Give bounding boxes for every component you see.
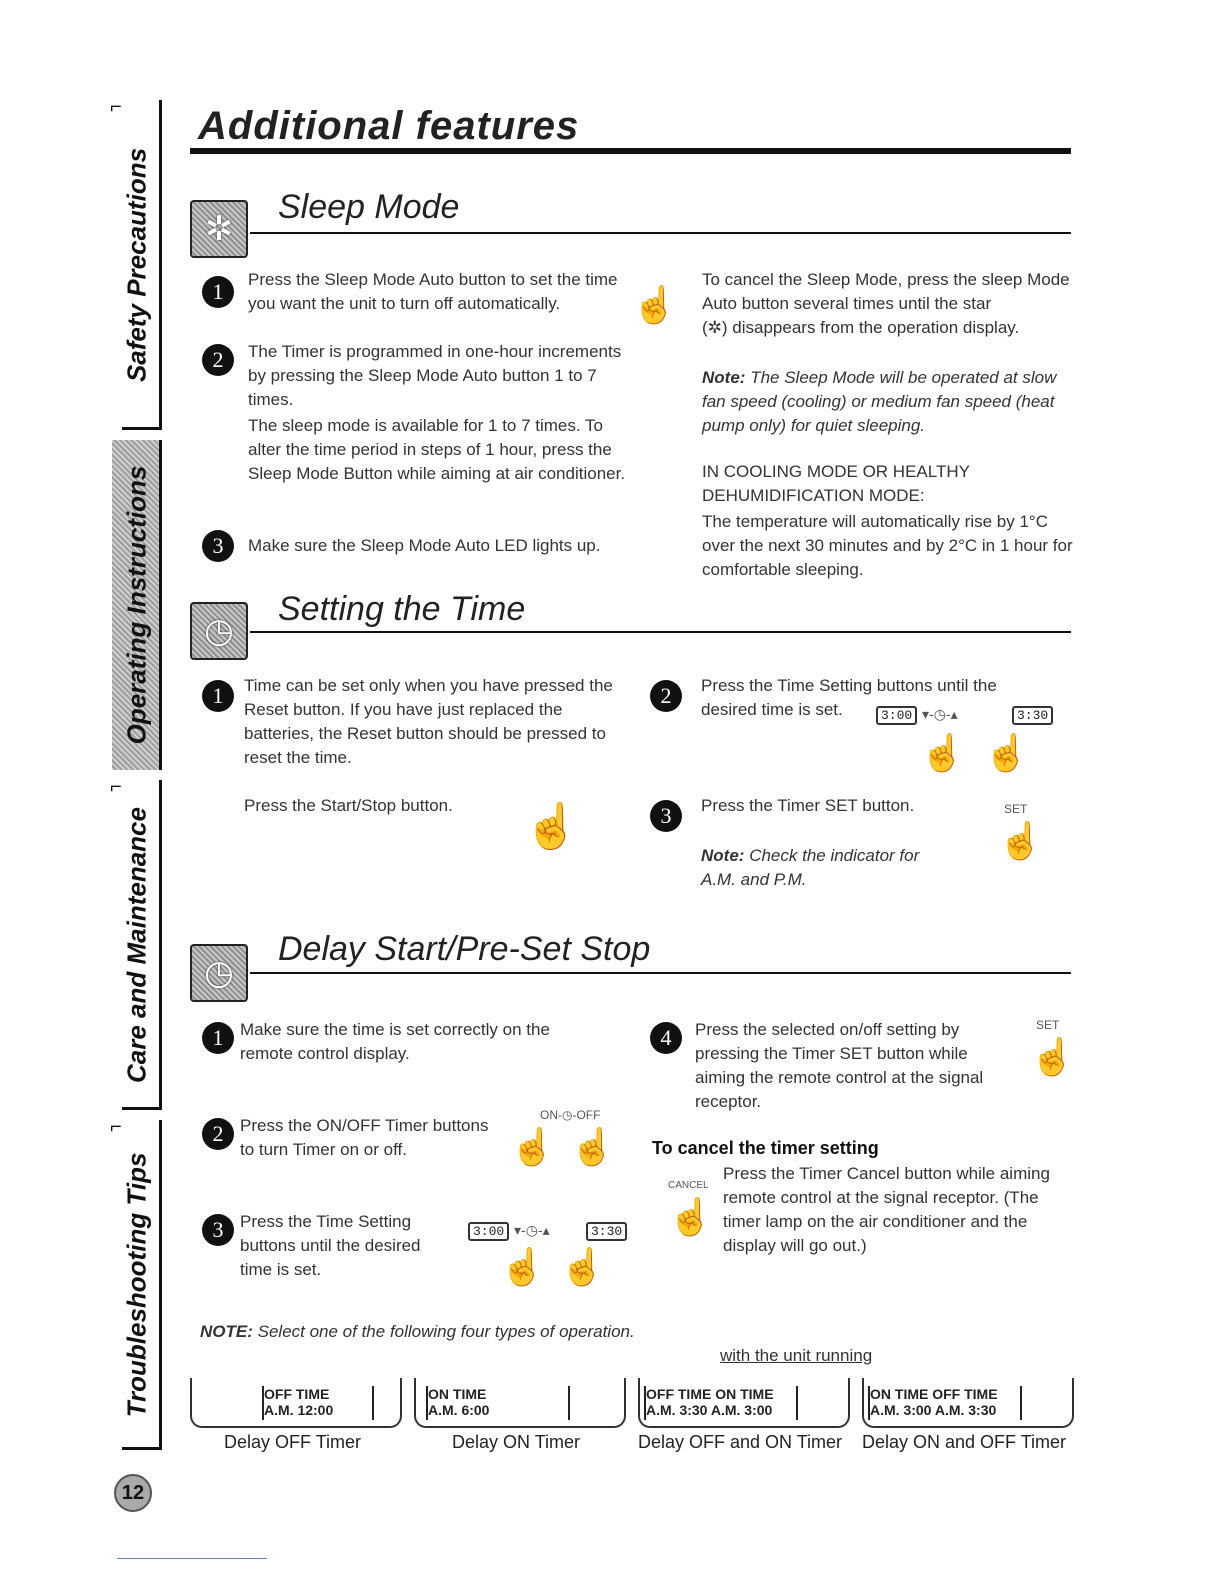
mode-display-line1: OFF TIME ON TIME (646, 1386, 774, 1402)
running-label: with the unit running (720, 1346, 873, 1365)
note-text: The Sleep Mode will be operated at slow fan speed (cooling) or medium fan speed (heat pump only) for quiet sleeping. (702, 368, 1057, 435)
mode-panel (190, 1378, 402, 1428)
mode-caption: Delay ON and OFF Timer (862, 1432, 1067, 1452)
delay-step-1: Make sure the time is set correctly on the remote control display. (240, 1020, 550, 1063)
hand-press-icon: ☝ (1030, 1036, 1075, 1077)
sleep-cancel-text-2: (✲) disappears from the operation display. (702, 318, 1020, 337)
cooling-mode-header: IN COOLING MODE OR HEALTHY DEHUMIDIFICATION MODE: (702, 462, 970, 505)
mode-panel (414, 1378, 626, 1428)
step-badge-3: 3 (202, 1214, 234, 1246)
mode-display (426, 1386, 570, 1420)
cooling-mode-text: The temperature will automatically rise by 1°C over the next 30 minutes and by 2°C in 1 hour for comfortable sleeping. (702, 512, 1073, 579)
section-marker-icon: ⌐ (110, 776, 122, 798)
hand-press-icon: ☝ (668, 1196, 713, 1237)
mode-display-line2: A.M. 3:30 A.M. 3:00 (646, 1402, 773, 1418)
mode-display-line1: ON TIME OFF TIME (870, 1386, 998, 1402)
mode-display (868, 1386, 1022, 1420)
mode-display-line1: ON TIME (428, 1386, 487, 1402)
side-tab-troubleshooting[interactable] (112, 1120, 162, 1450)
mode-display-line2: A.M. 12:00 (264, 1402, 334, 1418)
side-tab-operating[interactable] (112, 440, 162, 770)
lcd-time-right: 3:30 (586, 1222, 627, 1241)
mode-display-line2: A.M. 6:00 (428, 1402, 490, 1418)
section-title-delay: Delay Start/Pre-Set Stop (278, 930, 651, 968)
step-badge-2: 2 (650, 680, 682, 712)
sleep-note (702, 366, 1072, 438)
set-label: SET (1036, 1018, 1060, 1032)
mode-caption: Delay OFF and ON Timer (638, 1432, 843, 1452)
mode-display-line2: A.M. 3:00 A.M. 3:30 (870, 1402, 997, 1418)
hand-press-icon: ☝ (632, 284, 677, 325)
delay-note (200, 1320, 635, 1344)
section-divider (250, 232, 1071, 234)
hand-press-icon: ☝ (920, 732, 965, 773)
time-step-3: Press the Timer SET button. (701, 796, 915, 815)
cancel-timer-header: To cancel the timer setting (652, 1138, 879, 1158)
mode-caption: Delay OFF Timer (224, 1432, 362, 1452)
delay-step-3: Press the Time Setting buttons until the desired time is set. (240, 1212, 421, 1279)
note-label: NOTE: (200, 1322, 253, 1341)
star-icon: ✲ (190, 200, 248, 258)
mode-display (262, 1386, 374, 1420)
step-badge-1: 1 (202, 680, 234, 712)
section-divider (250, 972, 1071, 974)
section-marker-icon: ⌐ (110, 1116, 122, 1138)
mode-display (644, 1386, 798, 1420)
clock-icon: ◷ (190, 944, 248, 1002)
step-badge-1: 1 (202, 1022, 234, 1054)
side-tab-label: Safety Precautions (121, 147, 152, 383)
page-number: 12 (114, 1474, 152, 1512)
lcd-time-right: 3:30 (1012, 706, 1053, 725)
step-badge-3: 3 (650, 800, 682, 832)
hand-press-icon: ☝ (510, 1126, 555, 1167)
side-tab-label: Troubleshooting Tips (121, 1152, 152, 1418)
sleep-cancel-text: To cancel the Sleep Mode, press the sleep Mode Auto button several times until the star (702, 270, 1070, 313)
lcd-time-left: 3:00 (468, 1222, 509, 1241)
sleep-step-1: Press the Sleep Mode Auto button to set the time you want the unit to turn off automatically. (248, 270, 618, 313)
hand-press-icon: ☝ (998, 820, 1043, 861)
hand-press-icon: ☝ (570, 1126, 615, 1167)
mode-display-line1: OFF TIME (264, 1386, 330, 1402)
side-tab-safety[interactable] (112, 100, 162, 430)
start-stop-hand-icon: ☝ (524, 802, 579, 851)
time-step-2: Press the Time Setting buttons until the desired time is set. (701, 676, 997, 719)
set-label: SET (1004, 802, 1028, 816)
step-badge-2: 2 (202, 344, 234, 376)
time-step-1b: Press the Start/Stop button. (244, 796, 453, 815)
side-tab-label: Operating Instructions (121, 465, 152, 745)
sleep-step-2b: The sleep mode is available for 1 to 7 times. To alter the time period in steps of 1 hour, press the Sleep Mode Button while aiming at air conditioner. (248, 416, 626, 483)
cancel-timer-text: Press the Timer Cancel button while aiming remote control at the signal receptor. (The timer lamp on the air conditioner and the display will go out.) (723, 1164, 1050, 1255)
side-tab-label: Care and Maintenance (121, 807, 152, 1083)
note-text: Check the indicator for A.M. and P.M. (701, 846, 920, 889)
clock-icon: ◷ (190, 602, 248, 660)
section-marker-icon: ⌐ (110, 96, 122, 118)
time-arrows-icon: ▾-◷-▴ (514, 1222, 550, 1238)
title-divider (190, 148, 1071, 154)
mode-panel (862, 1378, 1074, 1428)
lcd-time-left: 3:00 (876, 706, 917, 725)
section-title-sleep: Sleep Mode (278, 188, 460, 226)
mode-panel (638, 1378, 850, 1428)
note-label: Note: (702, 368, 746, 387)
mode-caption: Delay ON Timer (452, 1432, 581, 1452)
footer-rule (117, 1558, 267, 1559)
hand-press-icon: ☝ (984, 732, 1029, 773)
page-title: Additional features (198, 104, 580, 148)
time-arrows-icon: ▾-◷-▴ (922, 706, 958, 722)
time-note (701, 844, 941, 892)
delay-step-4: Press the selected on/off setting by pressing the Timer SET button while aiming the remote control at the signal receptor. (695, 1020, 984, 1111)
hand-press-icon: ☝ (500, 1246, 545, 1287)
section-divider (250, 631, 1071, 633)
on-off-label: ON-◷-OFF (540, 1108, 601, 1122)
section-title-time: Setting the Time (278, 590, 526, 628)
cancel-label: CANCEL (668, 1180, 709, 1191)
step-badge-4: 4 (650, 1022, 682, 1054)
step-badge-2: 2 (202, 1118, 234, 1150)
side-tab-care[interactable] (112, 780, 162, 1110)
sleep-step-3: Make sure the Sleep Mode Auto LED lights up. (248, 536, 601, 555)
note-text: Select one of the following four types of operation. (257, 1322, 635, 1341)
time-step-1: Time can be set only when you have pressed the Reset button. If you have just replaced the batteries, the Reset button should be pressed to reset the time. (244, 676, 613, 767)
note-label: Note: (701, 846, 745, 865)
step-badge-3: 3 (202, 530, 234, 562)
hand-press-icon: ☝ (560, 1246, 605, 1287)
sleep-step-2a: The Timer is programmed in one-hour increments by pressing the Sleep Mode Auto button 1 to 7 times. (248, 342, 622, 409)
step-badge-1: 1 (202, 276, 234, 308)
delay-step-2: Press the ON/OFF Timer buttons to turn Timer on or off. (240, 1116, 489, 1159)
